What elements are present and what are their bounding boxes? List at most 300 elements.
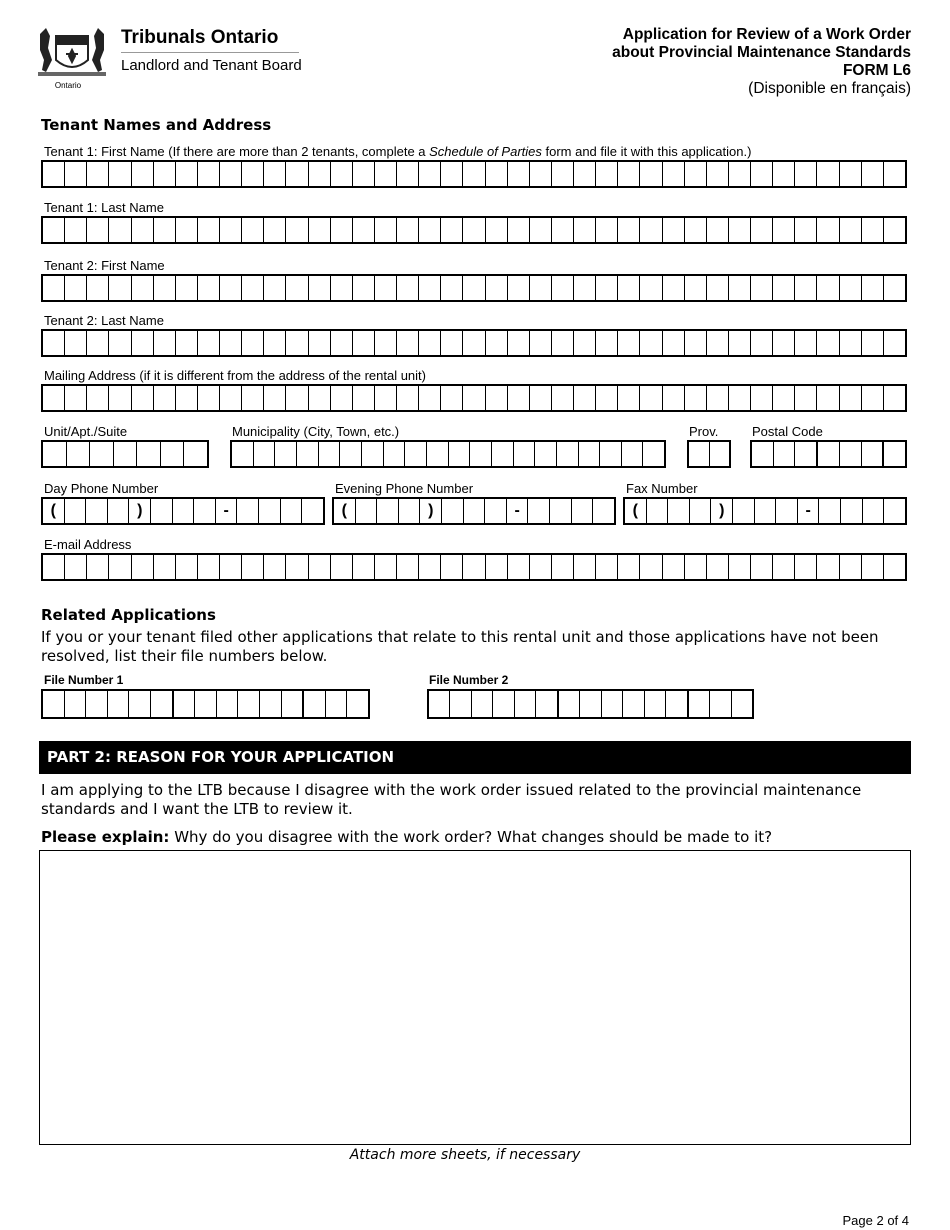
char-box bbox=[419, 331, 441, 355]
char-box bbox=[528, 499, 550, 523]
char-box bbox=[493, 691, 514, 717]
char-box bbox=[710, 442, 730, 466]
char-box bbox=[237, 499, 259, 523]
char-box bbox=[817, 162, 839, 186]
evening-phone-field[interactable] bbox=[332, 497, 616, 525]
municipality-label: Municipality (City, Town, etc.) bbox=[232, 424, 400, 439]
char-box bbox=[751, 162, 773, 186]
char-box bbox=[132, 276, 154, 300]
char-box bbox=[840, 386, 862, 410]
char-box bbox=[841, 499, 863, 523]
char-box bbox=[194, 499, 216, 523]
char-box bbox=[375, 555, 397, 579]
char-box bbox=[161, 442, 185, 466]
ontario-wordmark: Ontario bbox=[54, 81, 82, 90]
char-box bbox=[353, 276, 375, 300]
char-box bbox=[463, 218, 485, 242]
char-box bbox=[154, 162, 176, 186]
char-box bbox=[552, 162, 574, 186]
char-box bbox=[795, 162, 817, 186]
tenant1-last-name-label: Tenant 1: Last Name bbox=[44, 200, 164, 215]
tenant1-first-name-label: Tenant 1: First Name (If there are more than 2 tenants, complete a Schedule of Parties form and file it with this application.) bbox=[44, 144, 752, 159]
phone-open-paren: ( bbox=[43, 499, 65, 523]
char-box bbox=[151, 499, 173, 523]
char-box bbox=[751, 555, 773, 579]
char-box bbox=[65, 331, 87, 355]
municipality-field[interactable] bbox=[230, 440, 666, 468]
char-box bbox=[331, 331, 353, 355]
char-box bbox=[441, 555, 463, 579]
char-box bbox=[729, 162, 751, 186]
char-box bbox=[707, 162, 729, 186]
char-box bbox=[530, 555, 552, 579]
char-box bbox=[176, 218, 198, 242]
char-box bbox=[154, 218, 176, 242]
char-box bbox=[773, 386, 795, 410]
char-box bbox=[884, 555, 905, 579]
province-label: Prov. bbox=[689, 424, 719, 439]
char-box bbox=[840, 555, 862, 579]
char-box bbox=[429, 691, 450, 717]
char-box bbox=[862, 442, 885, 466]
char-box bbox=[242, 276, 264, 300]
char-box bbox=[557, 442, 579, 466]
char-box bbox=[840, 218, 862, 242]
char-box bbox=[666, 691, 688, 717]
char-box bbox=[375, 162, 397, 186]
char-box bbox=[154, 276, 176, 300]
char-box bbox=[840, 162, 862, 186]
char-box bbox=[663, 276, 685, 300]
char-box bbox=[286, 162, 308, 186]
char-box bbox=[795, 442, 818, 466]
char-box bbox=[217, 691, 239, 717]
char-box bbox=[463, 331, 485, 355]
char-box bbox=[622, 442, 644, 466]
char-box bbox=[729, 386, 751, 410]
char-box bbox=[176, 331, 198, 355]
char-box bbox=[817, 218, 839, 242]
char-box bbox=[353, 162, 375, 186]
char-box bbox=[640, 162, 662, 186]
char-box bbox=[232, 442, 254, 466]
char-box bbox=[508, 276, 530, 300]
explanation-textarea[interactable] bbox=[39, 850, 911, 1145]
char-box bbox=[220, 331, 242, 355]
char-box bbox=[817, 555, 839, 579]
phone-dash: - bbox=[507, 499, 529, 523]
file-number-1-label: File Number 1 bbox=[44, 673, 124, 687]
char-box bbox=[819, 499, 841, 523]
char-box bbox=[259, 499, 281, 523]
char-box bbox=[331, 276, 353, 300]
char-box bbox=[419, 162, 441, 186]
char-box bbox=[817, 331, 839, 355]
char-box bbox=[550, 499, 572, 523]
char-box bbox=[530, 276, 552, 300]
char-box bbox=[286, 386, 308, 410]
char-box bbox=[755, 499, 777, 523]
char-box bbox=[773, 162, 795, 186]
char-box bbox=[132, 162, 154, 186]
char-box bbox=[574, 276, 596, 300]
char-box bbox=[43, 386, 65, 410]
char-box bbox=[552, 218, 574, 242]
char-box bbox=[309, 218, 331, 242]
char-box bbox=[530, 331, 552, 355]
char-box bbox=[353, 218, 375, 242]
char-box bbox=[574, 386, 596, 410]
char-box bbox=[132, 555, 154, 579]
email-label: E-mail Address bbox=[44, 537, 132, 552]
char-box bbox=[602, 691, 623, 717]
please-explain-prompt: Please explain: Why do you disagree with the work order? What changes should be made to it? bbox=[41, 828, 773, 846]
char-box bbox=[87, 555, 109, 579]
char-box bbox=[707, 386, 729, 410]
char-box bbox=[309, 331, 331, 355]
char-box bbox=[397, 218, 419, 242]
char-box bbox=[109, 331, 131, 355]
char-box bbox=[884, 162, 905, 186]
char-box bbox=[862, 555, 884, 579]
char-box bbox=[640, 331, 662, 355]
char-box bbox=[399, 499, 421, 523]
char-box bbox=[43, 442, 67, 466]
char-box bbox=[109, 162, 131, 186]
char-box bbox=[109, 555, 131, 579]
french-availability-note: (Disponible en français) bbox=[748, 80, 911, 97]
char-box bbox=[623, 691, 644, 717]
char-box bbox=[353, 386, 375, 410]
char-box bbox=[242, 386, 264, 410]
char-box bbox=[441, 276, 463, 300]
char-box bbox=[530, 218, 552, 242]
char-box bbox=[486, 555, 508, 579]
char-box bbox=[43, 331, 65, 355]
char-box bbox=[685, 386, 707, 410]
char-box bbox=[347, 691, 368, 717]
char-box bbox=[508, 386, 530, 410]
char-box bbox=[281, 499, 303, 523]
char-box bbox=[90, 442, 114, 466]
char-box bbox=[817, 386, 839, 410]
char-box bbox=[184, 442, 207, 466]
char-box bbox=[195, 691, 217, 717]
char-box bbox=[108, 499, 130, 523]
char-box bbox=[264, 218, 286, 242]
char-box bbox=[441, 162, 463, 186]
phone-open-paren: ( bbox=[625, 499, 647, 523]
char-box bbox=[282, 691, 305, 717]
char-box bbox=[108, 691, 130, 717]
char-box bbox=[304, 691, 326, 717]
char-box bbox=[618, 331, 640, 355]
char-box bbox=[242, 331, 264, 355]
char-box bbox=[733, 499, 755, 523]
char-box bbox=[309, 386, 331, 410]
char-box bbox=[254, 442, 276, 466]
char-box bbox=[375, 218, 397, 242]
char-box bbox=[309, 555, 331, 579]
char-box bbox=[795, 555, 817, 579]
char-box bbox=[663, 331, 685, 355]
char-box bbox=[129, 691, 151, 717]
org-divider bbox=[121, 52, 299, 53]
org-name: Tribunals Ontario bbox=[121, 27, 279, 48]
postal-code-field[interactable] bbox=[750, 440, 907, 468]
file-number-2-field[interactable] bbox=[427, 689, 754, 719]
char-box bbox=[884, 218, 905, 242]
char-box bbox=[572, 499, 594, 523]
char-box bbox=[552, 276, 574, 300]
char-box bbox=[65, 218, 87, 242]
char-box bbox=[67, 442, 91, 466]
char-box bbox=[862, 386, 884, 410]
char-box bbox=[773, 218, 795, 242]
char-box bbox=[552, 331, 574, 355]
mailing-address-field[interactable] bbox=[41, 384, 907, 412]
char-box bbox=[795, 276, 817, 300]
province-field[interactable] bbox=[687, 440, 731, 468]
page-number: Page 2 of 4 bbox=[842, 1213, 909, 1228]
char-box bbox=[618, 276, 640, 300]
char-box bbox=[508, 218, 530, 242]
char-box bbox=[132, 331, 154, 355]
char-box bbox=[486, 386, 508, 410]
char-box bbox=[174, 691, 196, 717]
fax-field[interactable] bbox=[623, 497, 907, 525]
char-box bbox=[377, 499, 399, 523]
char-box bbox=[729, 218, 751, 242]
char-box bbox=[43, 276, 65, 300]
char-box bbox=[286, 276, 308, 300]
char-box bbox=[137, 442, 161, 466]
char-box bbox=[309, 162, 331, 186]
char-box bbox=[86, 691, 108, 717]
form-title-line2: about Provincial Maintenance Standards bbox=[612, 44, 911, 61]
char-box bbox=[264, 386, 286, 410]
char-box bbox=[508, 331, 530, 355]
char-box bbox=[176, 386, 198, 410]
char-box bbox=[463, 276, 485, 300]
char-box bbox=[198, 331, 220, 355]
char-box bbox=[707, 331, 729, 355]
char-box bbox=[65, 386, 87, 410]
phone-close-paren: ) bbox=[420, 499, 442, 523]
char-box bbox=[264, 276, 286, 300]
char-box bbox=[309, 276, 331, 300]
char-box bbox=[375, 331, 397, 355]
char-box bbox=[220, 162, 242, 186]
tenant2-first-name-label: Tenant 2: First Name bbox=[44, 258, 165, 273]
char-box bbox=[198, 276, 220, 300]
char-box bbox=[596, 555, 618, 579]
day-phone-field[interactable] bbox=[41, 497, 325, 525]
char-box bbox=[690, 499, 712, 523]
phone-dash: - bbox=[216, 499, 238, 523]
char-box bbox=[663, 218, 685, 242]
char-box bbox=[685, 331, 707, 355]
char-box bbox=[729, 276, 751, 300]
char-box bbox=[817, 276, 839, 300]
char-box bbox=[397, 331, 419, 355]
char-box bbox=[43, 555, 65, 579]
related-applications-title: Related Applications bbox=[41, 606, 216, 624]
file-number-1-field[interactable] bbox=[41, 689, 370, 719]
part2-statement: I am applying to the LTB because I disagree with the work order issued related to the provincial maintenance standards and I want the LTB to review it. bbox=[41, 781, 862, 818]
char-box bbox=[87, 218, 109, 242]
char-box bbox=[87, 162, 109, 186]
char-box bbox=[552, 555, 574, 579]
char-box bbox=[795, 386, 817, 410]
char-box bbox=[375, 276, 397, 300]
char-box bbox=[331, 218, 353, 242]
char-box bbox=[450, 691, 471, 717]
char-box bbox=[198, 162, 220, 186]
char-box bbox=[574, 331, 596, 355]
phone-dash: - bbox=[798, 499, 820, 523]
char-box bbox=[419, 555, 441, 579]
char-box bbox=[442, 499, 464, 523]
char-box bbox=[663, 386, 685, 410]
char-box bbox=[114, 442, 138, 466]
char-box bbox=[486, 162, 508, 186]
char-box bbox=[405, 442, 427, 466]
char-box bbox=[729, 331, 751, 355]
char-box bbox=[884, 331, 905, 355]
char-box bbox=[43, 218, 65, 242]
char-box bbox=[663, 555, 685, 579]
char-box bbox=[353, 331, 375, 355]
char-box bbox=[472, 691, 493, 717]
char-box bbox=[773, 555, 795, 579]
char-box bbox=[535, 442, 557, 466]
char-box bbox=[685, 162, 707, 186]
tenant2-last-name-label: Tenant 2: Last Name bbox=[44, 313, 164, 328]
char-box bbox=[220, 555, 242, 579]
char-box bbox=[795, 218, 817, 242]
char-box bbox=[596, 386, 618, 410]
unit-field[interactable] bbox=[41, 440, 209, 468]
char-box bbox=[514, 442, 536, 466]
char-box bbox=[397, 555, 419, 579]
char-box bbox=[109, 386, 131, 410]
char-box bbox=[530, 386, 552, 410]
char-box bbox=[43, 691, 65, 717]
char-box bbox=[536, 691, 558, 717]
char-box bbox=[596, 331, 618, 355]
char-box bbox=[707, 218, 729, 242]
char-box bbox=[618, 218, 640, 242]
char-box bbox=[260, 691, 282, 717]
char-box bbox=[751, 276, 773, 300]
char-box bbox=[441, 331, 463, 355]
char-box bbox=[65, 162, 87, 186]
char-box bbox=[574, 218, 596, 242]
char-box bbox=[242, 555, 264, 579]
char-box bbox=[463, 555, 485, 579]
char-box bbox=[65, 499, 87, 523]
char-box bbox=[463, 162, 485, 186]
char-box bbox=[176, 555, 198, 579]
char-box bbox=[151, 691, 174, 717]
postal-code-label: Postal Code bbox=[752, 424, 823, 439]
char-box bbox=[486, 276, 508, 300]
char-box bbox=[419, 386, 441, 410]
char-box bbox=[580, 691, 601, 717]
char-box bbox=[884, 386, 905, 410]
char-box bbox=[618, 555, 640, 579]
tenant1-first-name-field[interactable] bbox=[41, 160, 907, 188]
related-applications-text: If you or your tenant filed other applications that relate to this rental unit and those applications have not been resolved, list their file numbers below. bbox=[41, 628, 879, 665]
char-box bbox=[486, 331, 508, 355]
email-field[interactable] bbox=[41, 553, 907, 581]
char-box bbox=[198, 555, 220, 579]
char-box bbox=[863, 499, 885, 523]
char-box bbox=[795, 331, 817, 355]
char-box bbox=[286, 218, 308, 242]
char-box bbox=[508, 555, 530, 579]
char-box bbox=[647, 499, 669, 523]
char-box bbox=[286, 331, 308, 355]
evening-phone-label: Evening Phone Number bbox=[335, 481, 474, 496]
tenant2-first-name-field[interactable] bbox=[41, 274, 907, 302]
char-box bbox=[176, 276, 198, 300]
char-box bbox=[862, 276, 884, 300]
char-box bbox=[242, 218, 264, 242]
char-box bbox=[397, 276, 419, 300]
char-box bbox=[326, 691, 348, 717]
fax-label: Fax Number bbox=[626, 481, 698, 496]
tenant2-last-name-field[interactable] bbox=[41, 329, 907, 357]
char-box bbox=[559, 691, 580, 717]
char-box bbox=[579, 442, 601, 466]
char-box bbox=[362, 442, 384, 466]
char-box bbox=[238, 691, 260, 717]
char-box bbox=[353, 555, 375, 579]
char-box bbox=[751, 331, 773, 355]
char-box bbox=[574, 162, 596, 186]
char-box bbox=[297, 442, 319, 466]
char-box bbox=[732, 691, 752, 717]
char-box bbox=[752, 442, 774, 466]
char-box bbox=[220, 386, 242, 410]
char-box bbox=[43, 162, 65, 186]
char-box bbox=[427, 442, 449, 466]
char-box bbox=[818, 442, 840, 466]
char-box bbox=[220, 218, 242, 242]
char-box bbox=[302, 499, 323, 523]
char-box bbox=[663, 162, 685, 186]
char-box bbox=[264, 331, 286, 355]
char-box bbox=[685, 555, 707, 579]
char-box bbox=[751, 218, 773, 242]
char-box bbox=[86, 499, 108, 523]
char-box bbox=[640, 276, 662, 300]
char-box bbox=[840, 442, 862, 466]
char-box bbox=[707, 555, 729, 579]
char-box bbox=[862, 331, 884, 355]
char-box bbox=[574, 555, 596, 579]
char-box bbox=[65, 555, 87, 579]
mailing-address-label: Mailing Address (if it is different from the address of the rental unit) bbox=[44, 368, 426, 383]
tenant1-last-name-field[interactable] bbox=[41, 216, 907, 244]
char-box bbox=[862, 218, 884, 242]
char-box bbox=[689, 442, 710, 466]
char-box bbox=[710, 691, 731, 717]
char-box bbox=[154, 386, 176, 410]
char-box bbox=[515, 691, 536, 717]
